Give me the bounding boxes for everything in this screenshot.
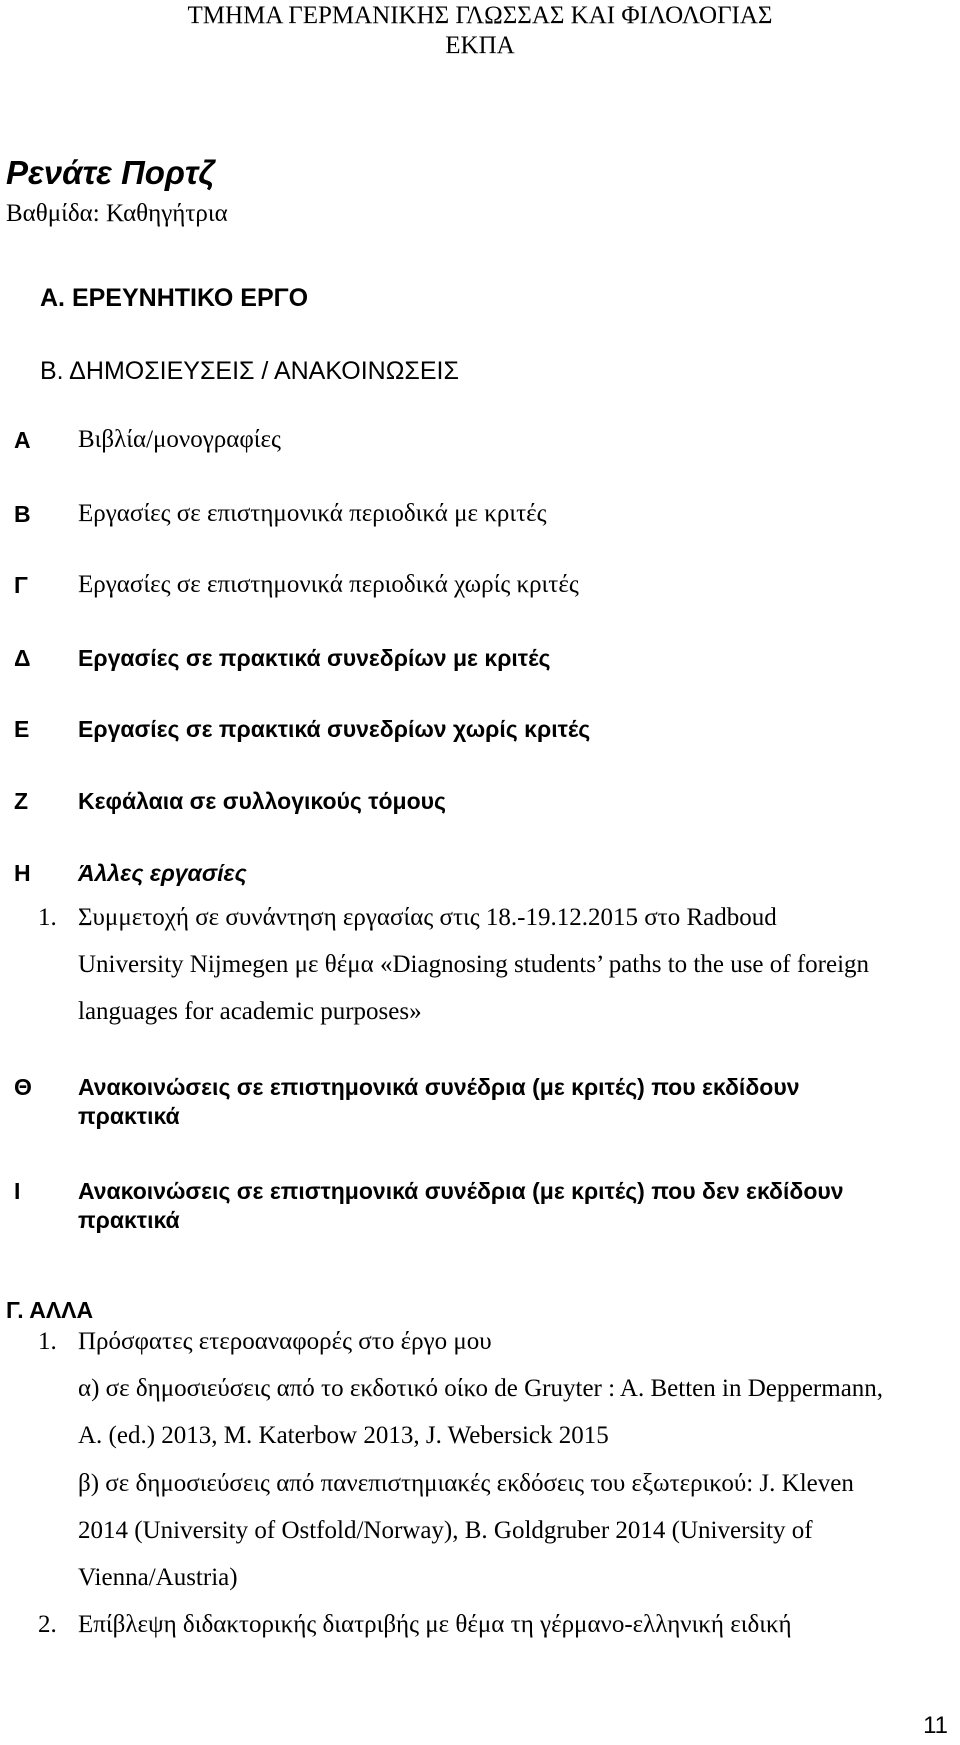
person-name: Ρενάτε Πορτζ <box>6 154 215 191</box>
category-label: Εργασίες σε πρακτικά συνεδρίων με κριτές <box>78 645 551 671</box>
category-letter: Δ <box>14 645 31 671</box>
citation-line: A. (ed.) 2013, M. Katerbow 2013, J. Webersick 2015 <box>78 1422 609 1449</box>
section-c-title: Γ. ΑΛΛΑ <box>6 1297 94 1323</box>
citation-line: α) σε δημοσιεύσεις από το εκδοτικό οίκο de Gruyter : A. Betten in Deppermann, <box>78 1375 884 1402</box>
citation-line: β) σε δημοσιεύσεις από πανεπιστημιακές εκδόσεις του εξωτερικού: J. Kleven <box>78 1470 854 1497</box>
other-item-number: 2. <box>38 1611 57 1638</box>
category-label: Εργασίες σε επιστημονικά περιοδικά με κριτές <box>78 500 547 527</box>
other-works-number: 1. <box>38 904 57 931</box>
category-label: Κεφάλαια σε συλλογικούς τόμους <box>78 788 447 814</box>
category-label: Άλλες εργασίες <box>78 860 247 886</box>
category-label: Βιβλία/μονογραφίες <box>78 426 281 453</box>
section-a-title: Α. ΕΡΕΥΝΗΤΙΚΟ ΕΡΓΟ <box>40 284 309 312</box>
category-letter: Α <box>14 427 31 453</box>
category-letter: Θ <box>14 1074 32 1100</box>
citation-line: Vienna/Austria) <box>78 1564 238 1591</box>
category-label: πρακτικά <box>78 1207 180 1233</box>
category-letter: Η <box>14 860 31 886</box>
category-label: Ανακοινώσεις σε επιστημονικά συνέδρια (με κριτές) που εκδίδουν <box>78 1074 800 1100</box>
category-letter: Β <box>14 501 31 527</box>
category-letter: Ε <box>14 716 30 742</box>
category-label: Ανακοινώσεις σε επιστημονικά συνέδρια (με κριτές) που δεν εκδίδουν <box>78 1178 844 1204</box>
category-letter: Ζ <box>14 788 29 814</box>
section-b-title: Β. ΔΗΜΟΣΙΕΥΣΕΙΣ / ΑΝΑΚΟΙΝΩΣΕΙΣ <box>40 357 459 385</box>
category-label: Εργασίες σε πρακτικά συνεδρίων χωρίς κριτές <box>78 716 591 742</box>
citation-line: 2014 (University of Ostfold/Norway), B. Goldgruber 2014 (University of <box>78 1517 813 1544</box>
category-label: Εργασίες σε επιστημονικά περιοδικά χωρίς κριτές <box>78 571 579 598</box>
header-line-1: ΤΜΗΜΑ ΓΕΡΜΑΝΙΚΗΣ ΓΛΩΣΣΑΣ ΚΑΙ ΦΙΛΟΛΟΓΙΑΣ <box>187 2 773 29</box>
category-label: πρακτικά <box>78 1103 180 1129</box>
page-number: 11 <box>923 1712 948 1739</box>
other-item-number: 1. <box>38 1328 57 1355</box>
other-works-line: Συμμετοχή σε συνάντηση εργασίας στις 18.-19.12.2015 στο Radboud <box>78 904 777 931</box>
header-line-2: ΕΚΠΑ <box>445 32 515 59</box>
other-works-line: languages for academic purposes» <box>78 998 422 1025</box>
other-works-line: University Nijmegen με θέμα «Diagnosing students’ paths to the use of foreign <box>78 951 870 978</box>
other-item-title: Πρόσφατες ετεροαναφορές στο έργο μου <box>78 1328 492 1355</box>
person-rank: Βαθμίδα: Καθηγήτρια <box>6 200 228 227</box>
category-letter: Γ <box>14 572 28 598</box>
other-item-title: Επίβλεψη διδακτορικής διατριβής με θέμα τη γέρμανο-ελληνική ειδική <box>78 1611 792 1638</box>
category-letter: Ι <box>14 1178 21 1204</box>
